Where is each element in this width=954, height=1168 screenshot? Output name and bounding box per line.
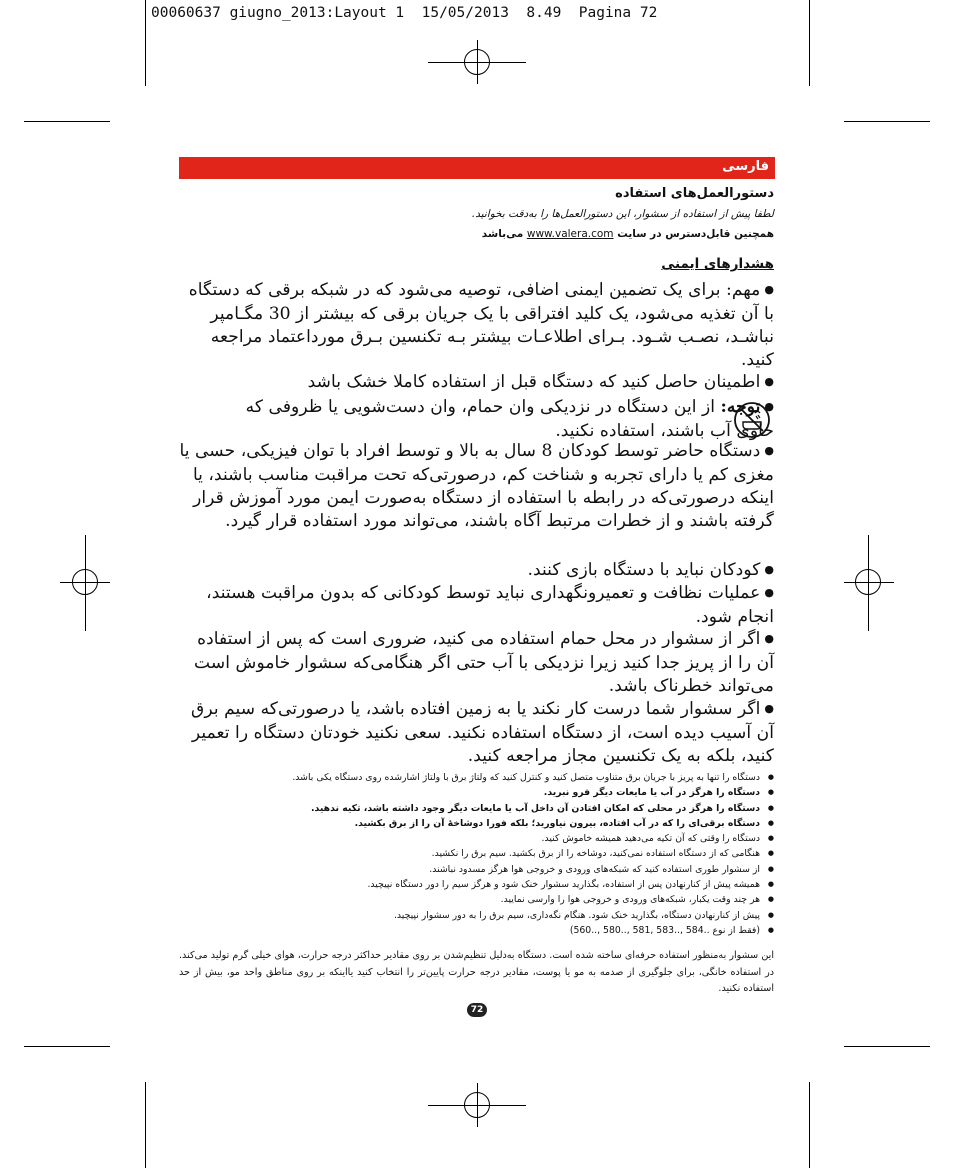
no-bathtub-icon	[733, 401, 771, 439]
list-item: ● دستگاه برقی‌ای را که در آب افتاده، بیرون نیاورید؛ بلکه فورا دوشاخهٔ آن را از برق بکشید.	[179, 816, 774, 831]
crop-mark	[809, 1082, 810, 1168]
crop-mark	[844, 121, 930, 122]
list-item: ● پیش از کنارنهادن دستگاه، بگذارید خنک شود. هنگام نگه‌داری، سیم برق را به دور سشوار نپیچید.	[179, 908, 774, 923]
warning-item-notice: ● توجه: از این دستگاه در نزدیکی وان حمام، وان دست‌شویی یا ظروفی که حاوی آب باشند، استفاده نکنید.	[227, 396, 774, 443]
notice-label: توجه:	[720, 397, 761, 417]
list-item: ● هنگامی که از دستگاه استفاده نمی‌کنید، دوشاخه را از برق بکشید. سیم برق را نکشید.	[179, 846, 774, 861]
professional-use-note: این سشوار به‌منظور استفاده حرفه‌ای ساخته شده است. دستگاه به‌دلیل تنظیم‌شدن بر روی مقادیر حداکثر درجه حرارت، هوای خیلی گرم تولید می‌کند. در استفاده خانگی، برای جلوگیری از صدمه به مو یا پوست، مقادیر درجه حرارت پایین‌تر را انتخاب کنید یااینکه بر روی مناطق واحد مو، بیش از حد استفاده نکنید.	[179, 950, 774, 994]
list-item: ● (فقط از نوع ..584 ,..583 ,581 ,..580 ,..560)	[179, 923, 774, 938]
language-label: فارسی	[722, 159, 769, 174]
print-slug: 00060637 giugno_2013:Layout 1 15/05/2013 8.49 Pagina 72	[151, 5, 658, 21]
warning-item: ● دستگاه حاضر توسط کودکان 8 سال به بالا و توسط افراد با توان فیزیکی، حسی یا مغزی کم یا دارای تجربه و شناخت کم، درصورتی‌که تحت مراقبت مناسب باشند، یا اینکه درصورتی‌که در رابطه با استفاده از دستگاه به‌صورت ایمن مورد آموزش قرار گرفته باشند و از خطرات مرتبط آگاه باشند، می‌تواند مورد استفاده قرار گیرد.	[179, 440, 774, 533]
page-number: 72	[467, 1003, 487, 1017]
page-title: دستورالعمل‌های استفاده	[615, 186, 774, 201]
warning-item: ● مهم: برای یک تضمین ایمنی اضافی، توصیه می‌شود که در شبکه برقی که دستگاه با آن تغذیه می‌شود، یک کلید افتراقی با یک جریان برقی که بیشتر از 30 مگـامپر نباشـد، نصـب شـود. بـرای اطلاعـات بیشتر بـه تکنسین بـرق مورداعتماد مراجعه کنید.	[179, 279, 774, 372]
crop-mark	[844, 1046, 930, 1047]
crop-mark	[145, 0, 146, 86]
website-link[interactable]: www.valera.com	[526, 228, 614, 240]
warning-item: ● اطمینان حاصل کنید که دستگاه قبل از استفاده کاملا خشک باشد	[179, 371, 774, 395]
list-item: ● دستگاه را وقتی که آن تکیه می‌دهید همیشه خاموش کنید.	[179, 831, 774, 846]
safety-warnings-heading: هشدارهای ایمنی	[661, 256, 774, 272]
warning-item: ● اگر از سشوار در محل حمام استفاده می کنید، ضروری است که پس از استفاده آن را از پریز جدا کنید زیرا نزدیکی با آب حتی اگر هنگامی‌که سشوار خاموش است می‌تواند خطرناک باشد.	[179, 628, 774, 698]
website-prefix: همچنین قابل‌دسترس در سایت	[617, 228, 774, 240]
crop-mark	[809, 0, 810, 86]
list-item: ● همیشه پیش از کنارنهادن پس از استفاده، بگذارید سشوار خنک شود و هرگز سیم را دور دستگاه نپیچید.	[179, 877, 774, 892]
warning-item: ● عملیات نظافت و تعمیرونگهداری نباید توسط کودکانی که بدون مراقبت هستند، انجام شود.	[179, 582, 774, 629]
list-item: ● از سشوار طوری استفاده کنید که شبکه‌های ورودی و خروجی هوا هرگز مسدود نباشند.	[179, 862, 774, 877]
list-item: ● دستگاه را هرگز در محلی که امکان افتادن آن داخل آب یا مایعات دیگر وجود داشته باشد، تکیه ندهید.	[179, 801, 774, 816]
crop-mark	[24, 1046, 110, 1047]
list-item: ● هر چند وقت یکبار، شبکه‌های ورودی و خروجی هوا را وارسی نمایید.	[179, 892, 774, 907]
list-item: ● دستگاه را هرگز در آب یا مایعات دیگر فرو نبرید.	[179, 785, 774, 800]
warning-item: ● کودکان نباید با دستگاه بازی کنند.	[179, 559, 774, 583]
website-suffix: می‌باشد	[481, 228, 524, 240]
small-warning-list	[179, 770, 774, 938]
website-line	[482, 228, 774, 240]
intro-text: لطفا پیش از استفاده از سشوار، این دستورالعمل‌ها را به‌دقت بخوانید.	[471, 208, 774, 220]
warning-item: ● اگر سشوار شما درست کار نکند یا به زمین افتاده باشد، یا درصورتی‌که سیم برق آن آسیب دیده است، از دستگاه استفاده نکنید. سعی نکنید خودتان دستگاه را تعمیر کنید، بلکه به یک تکنسین مجاز مراجعه کنید.	[179, 698, 774, 768]
crop-mark	[145, 1082, 146, 1168]
language-header-bar	[179, 157, 775, 179]
list-item: ● دستگاه را تنها به پریز با جریان برق متناوب متصل کنید و کنترل کنید که ولتاژ برق با ولتاژ اشارشده روی دستگاه یکی باشد.	[179, 770, 774, 785]
crop-mark	[24, 121, 110, 122]
